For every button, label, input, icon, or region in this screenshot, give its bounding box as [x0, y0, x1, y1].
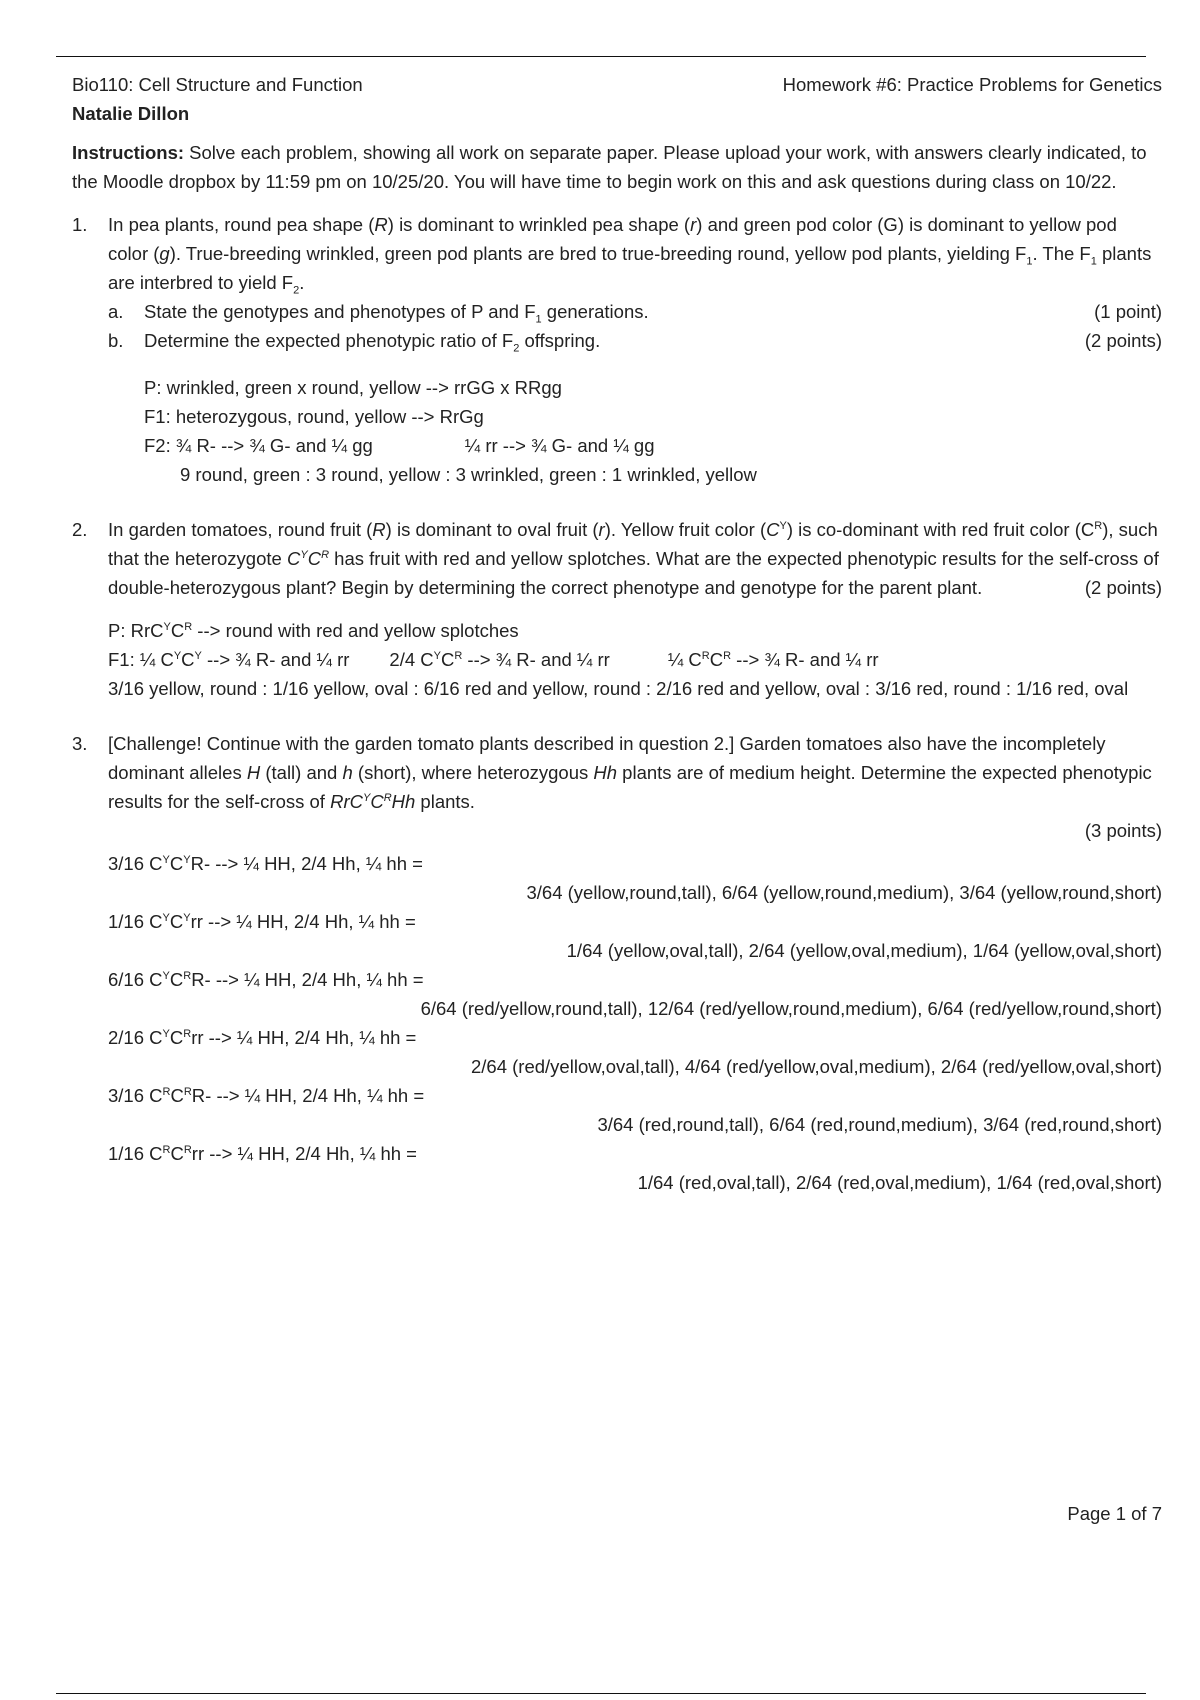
answer-line: F1: heterozygous, round, yellow --> RrGg — [144, 406, 484, 427]
cross-result: 3/64 (red,round,tall), 6/64 (red,round,medium), 3/64 (red,round,short) — [597, 1114, 1162, 1135]
points-label: (2 points) — [1084, 577, 1162, 598]
header — [72, 70, 1162, 99]
bottom-rule — [56, 1693, 1146, 1694]
course-title: Bio110: Cell Structure and Function — [72, 74, 363, 95]
top-rule — [56, 56, 1146, 57]
instructions-label: Instructions: — [72, 142, 185, 163]
question-text: In garden tomatoes, round fruit (R) is dominant to oval fruit (r). Yellow fruit color $(C^Y)$ is co-dominant with red fruit color $(C^R)$, such that the heterozygote $C^YC^R$ has fruit with red and yellow splotches. What are the expected phenotypic results for the self-cross of double-heterozygous plant? Begin by determining the correct phenotype and genotype for the parent plant. (2 points) — [108, 515, 1162, 602]
sub-question-b: b. Determine the expected phenotypic ratio of $F_2$ offspring. (2 points) — [108, 326, 1162, 355]
cross-row: 3/16 $C^YC^YR-$ --> ¼ HH, 2/4 Hh, ¼ hh = — [108, 853, 423, 874]
document-page — [72, 70, 1162, 1197]
cross-result: 1/64 (yellow,oval,tall), 2/64 (yellow,oval,medium), 1/64 (yellow,oval,short) — [566, 940, 1162, 961]
points-label: (1 point) — [1094, 301, 1162, 322]
answer-line: 3/16 yellow, round : 1/16 yellow, oval : 6/16 red and yellow, round : 2/16 red and yellow, oval : 3/16 red, round : 1/16 red, oval — [108, 678, 1129, 699]
answer-2 — [108, 616, 1162, 703]
instructions — [72, 138, 1162, 196]
cross-row: 1/16 $C^RC^Rrr$ --> ¼ HH, 2/4 Hh, ¼ hh = — [108, 1143, 417, 1164]
sub-question-a: a. State the genotypes and phenotypes of P and $F_1$ generations. (1 point) — [108, 297, 1162, 326]
cross-row: 6/16 $C^YC^RR-$ --> ¼ HH, 2/4 Hh, ¼ hh = — [108, 969, 424, 990]
cross-row: 2/16 $C^YC^Rrr$ --> ¼ HH, 2/4 Hh, ¼ hh = — [108, 1027, 417, 1048]
points-label: (2 points) — [1084, 330, 1162, 351]
answer-1 — [144, 373, 1162, 489]
instructions-text: Solve each problem, showing all work on separate paper. Please upload your work, with answers clearly indicated, to the Moodle dropbox by 11:59 pm on 10/25/20. You will have time to begin work on this and ask questions during class on 10/22. — [72, 142, 1147, 192]
cross-result: 2/64 (red/yellow,oval,tall), 4/64 (red/yellow,oval,medium), 2/64 (red/yellow,oval,short) — [471, 1056, 1162, 1077]
assignment-title: Homework #6: Practice Problems for Genetics — [782, 74, 1162, 95]
cross-row: 3/16 $C^RC^RR-$ --> ¼ HH, 2/4 Hh, ¼ hh = — [108, 1085, 425, 1106]
answer-line: 9 round, green : 3 round, yellow : 3 wrinkled, green : 1 wrinkled, yellow — [180, 464, 757, 485]
answer-line: P: wrinkled, green x round, yellow --> rrGG x RRgg — [144, 377, 562, 398]
question-number: 2. — [72, 519, 88, 540]
page-number: Page 1 of 7 — [1067, 1503, 1162, 1524]
question-number: 1. — [72, 214, 88, 235]
answer-line: F1: ¼ $C^YC^Y$ --> ¾ R- and ¼ rr 2/4 $C^YC^R$ --> ¾ R- and ¼ rr ¼ $C^RC^R$ --> ¾ R- and ¼ rr — [108, 649, 879, 670]
question-text: [Challenge! Continue with the garden tomato plants described in question 2.] Garden tomatoes also have the incompletely dominant alleles H (tall) and h (short), where heterozygous Hh plants are of medium height. Determine the expected phenotypic results for the self-cross of $RrC^YC^RHh$ plants. — [108, 733, 1152, 812]
answer-line: P: $RrC^YC^R$ --> round with red and yellow splotches — [108, 620, 519, 641]
question-3 — [72, 729, 1162, 816]
question-number: 3. — [72, 733, 88, 754]
points-label: (3 points) — [1084, 820, 1162, 841]
student-name: Natalie Dillon — [72, 103, 190, 124]
cross-result: 6/64 (red/yellow,round,tall), 12/64 (red/yellow,round,medium), 6/64 (red/yellow,round,short) — [420, 998, 1162, 1019]
cross-row: 1/16 $C^YC^Yrr$ --> ¼ HH, 2/4 Hh, ¼ hh = — [108, 911, 416, 932]
cross-result: 3/64 (yellow,round,tall), 6/64 (yellow,round,medium), 3/64 (yellow,round,short) — [526, 882, 1162, 903]
question-text: In pea plants, round pea shape (R) is dominant to wrinkled pea shape (r) and green pod color (G) is dominant to yellow pod color (g). True-breeding wrinkled, green pod plants are bred to true-breeding round, yellow pod plants, yielding $F_1$. The $F_1$ plants are interbred to yield $F_2$. — [108, 214, 1152, 297]
question-1 — [72, 210, 1162, 355]
question-2 — [72, 515, 1162, 602]
answer-line: F2: ¾ R- --> ¾ G- and ¼ gg ¼ rr --> ¾ G- and ¼ gg — [144, 435, 655, 456]
cross-result: 1/64 (red,oval,tall), 2/64 (red,oval,medium), 1/64 (red,oval,short) — [637, 1172, 1162, 1193]
answer-3 — [108, 849, 1162, 1197]
